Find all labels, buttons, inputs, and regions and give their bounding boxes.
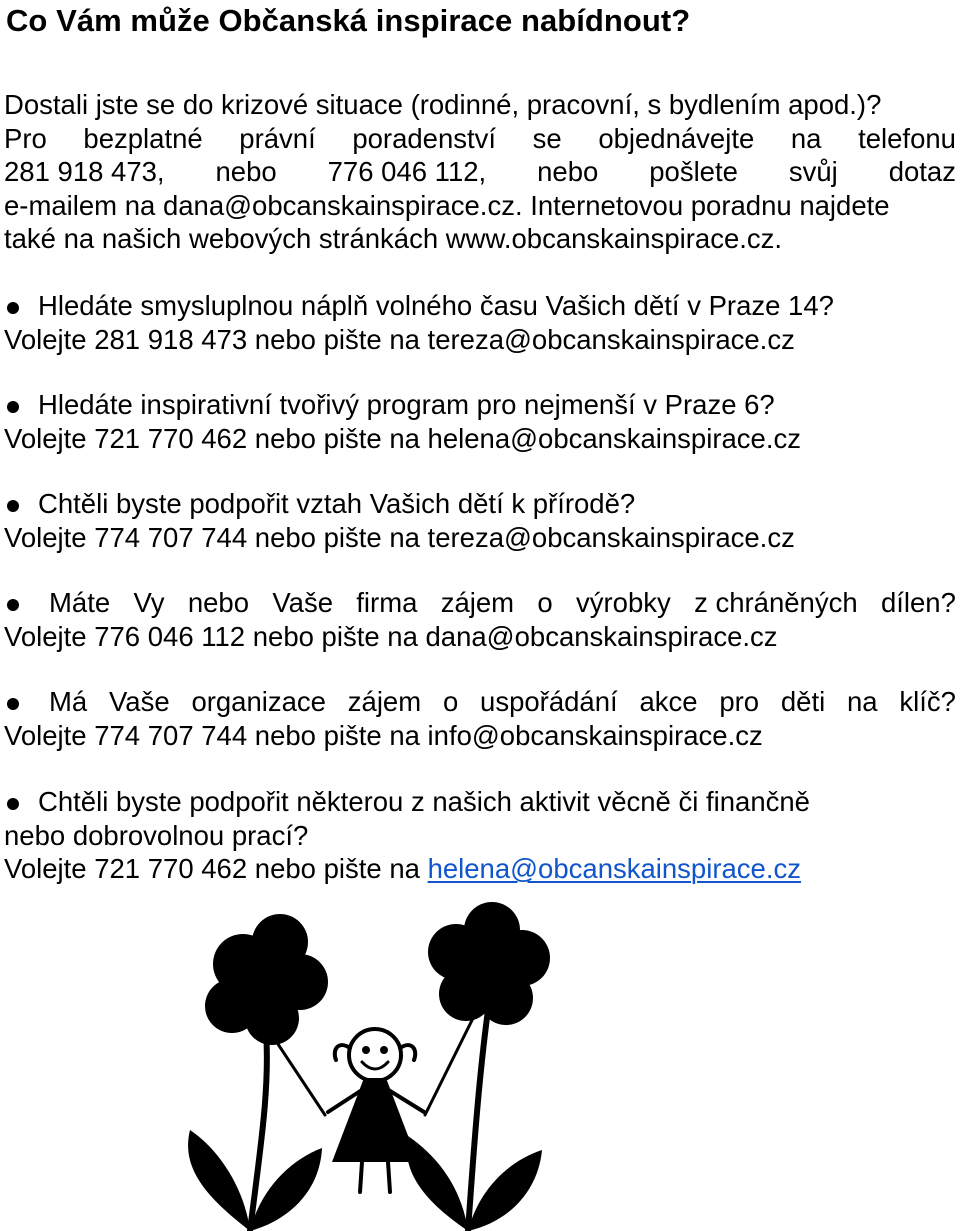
bullet-icon — [7, 500, 19, 512]
offer-item — [4, 685, 956, 752]
word: Vy — [133, 587, 165, 618]
girl-figure — [328, 1029, 424, 1192]
offer-contact-prefix: Volejte 721 770 462 nebo pište na — [4, 853, 428, 885]
word: o — [537, 587, 553, 618]
offer-question-continuation: nebo dobrovolnou prací? — [4, 819, 309, 851]
offer-question: Hledáte inspirativní tvořivý program pro nejmenší v Praze 6? — [38, 389, 775, 420]
word: firma — [356, 587, 418, 618]
offer-question-justified — [49, 586, 956, 620]
word: poradenství — [352, 122, 497, 154]
word: zájem — [440, 587, 515, 618]
offer-item — [4, 388, 956, 455]
word: uspořádání — [480, 686, 618, 717]
offer-question: Chtěli byste podpořit některou z našich aktivit věcně či finančně — [38, 786, 810, 817]
bullet-icon — [7, 698, 19, 710]
word: nebo — [215, 156, 277, 188]
word: telefonu — [858, 122, 956, 154]
bullet-icon — [7, 401, 19, 413]
bullet-icon — [7, 302, 19, 314]
offer-question: Chtěli byste podpořit vztah Vašich dětí k přírodě? — [38, 488, 636, 519]
word: na — [847, 686, 878, 717]
right-flower-icon — [428, 902, 550, 1025]
bullet-icon — [7, 599, 19, 611]
word: 281 918 473, — [4, 156, 165, 188]
word: Pro — [4, 122, 47, 154]
word: bezplatné — [83, 122, 203, 154]
word: Má — [49, 686, 88, 717]
offer-contact: Volejte 721 770 462 nebo pište na helena@obcanskainspirace.cz — [4, 422, 801, 454]
offer-contact: Volejte 776 046 112 nebo pište na dana@obcanskainspirace.cz — [4, 620, 778, 652]
word: Vaše — [272, 587, 333, 618]
offer-item — [4, 785, 956, 886]
word: o — [442, 686, 459, 717]
word: nebo — [537, 156, 599, 188]
offer-question-line — [4, 586, 956, 620]
word: organizace — [191, 686, 326, 717]
offer-item — [4, 487, 956, 554]
bullet-icon — [7, 798, 19, 810]
word: výrobky — [576, 587, 671, 618]
word: pošlete — [649, 156, 738, 188]
word: pro — [719, 686, 760, 717]
offer-item — [4, 586, 956, 653]
offer-question-justified — [49, 685, 956, 719]
word: na — [790, 122, 822, 154]
intro-paragraph — [4, 88, 956, 256]
word: Vaše — [109, 686, 170, 717]
offer-contact: Volejte 281 918 473 nebo pište na tereza@obcanskainspirace.cz — [4, 323, 795, 355]
word: objednávejte — [598, 122, 755, 154]
offer-question-line — [4, 685, 956, 719]
word: děti — [780, 686, 826, 717]
girl-swinging-flowers-illustration — [150, 900, 695, 1231]
intro-line: také na našich webových stránkách www.obcanskainspirace.cz. — [4, 223, 783, 255]
word: dotaz — [888, 156, 956, 188]
offer-question-line — [4, 785, 956, 819]
word: zájem — [347, 686, 422, 717]
intro-line-justified — [4, 155, 956, 189]
intro-line: Dostali jste se do krizové situace (rodinné, pracovní, s bydlením apod.)? — [4, 89, 882, 120]
word: svůj — [788, 156, 838, 188]
offer-question-line — [4, 289, 956, 323]
word: z chráněných — [694, 587, 858, 618]
intro-line: e-mailem na dana@obcanskainspirace.cz. Internetovou poradnu najdete — [4, 189, 890, 221]
word: právní — [239, 122, 316, 154]
word: Máte — [49, 587, 111, 618]
offer-item — [4, 289, 956, 356]
word: 776 046 112, — [327, 156, 487, 188]
offer-question: Hledáte smysluplnou náplň volného času Vašich dětí v Praze 14? — [38, 290, 834, 321]
offer-question-line — [4, 388, 956, 422]
word: akce — [639, 686, 698, 717]
word: se — [532, 122, 562, 154]
word: dílen? — [880, 587, 956, 618]
offer-contact: Volejte 774 707 744 nebo pište na tereza@obcanskainspirace.cz — [4, 521, 795, 553]
word: nebo — [187, 587, 250, 618]
email-link[interactable]: helena@obcanskainspirace.cz — [427, 853, 801, 885]
word: klíč? — [899, 686, 956, 717]
offer-contact — [4, 852, 956, 886]
offer-contact: Volejte 774 707 744 nebo pište na info@obcanskainspirace.cz — [4, 719, 763, 751]
page-title: Co Vám může Občanská inspirace nabídnout? — [6, 3, 691, 38]
offer-question-line — [4, 487, 956, 521]
intro-line-justified — [4, 122, 956, 156]
